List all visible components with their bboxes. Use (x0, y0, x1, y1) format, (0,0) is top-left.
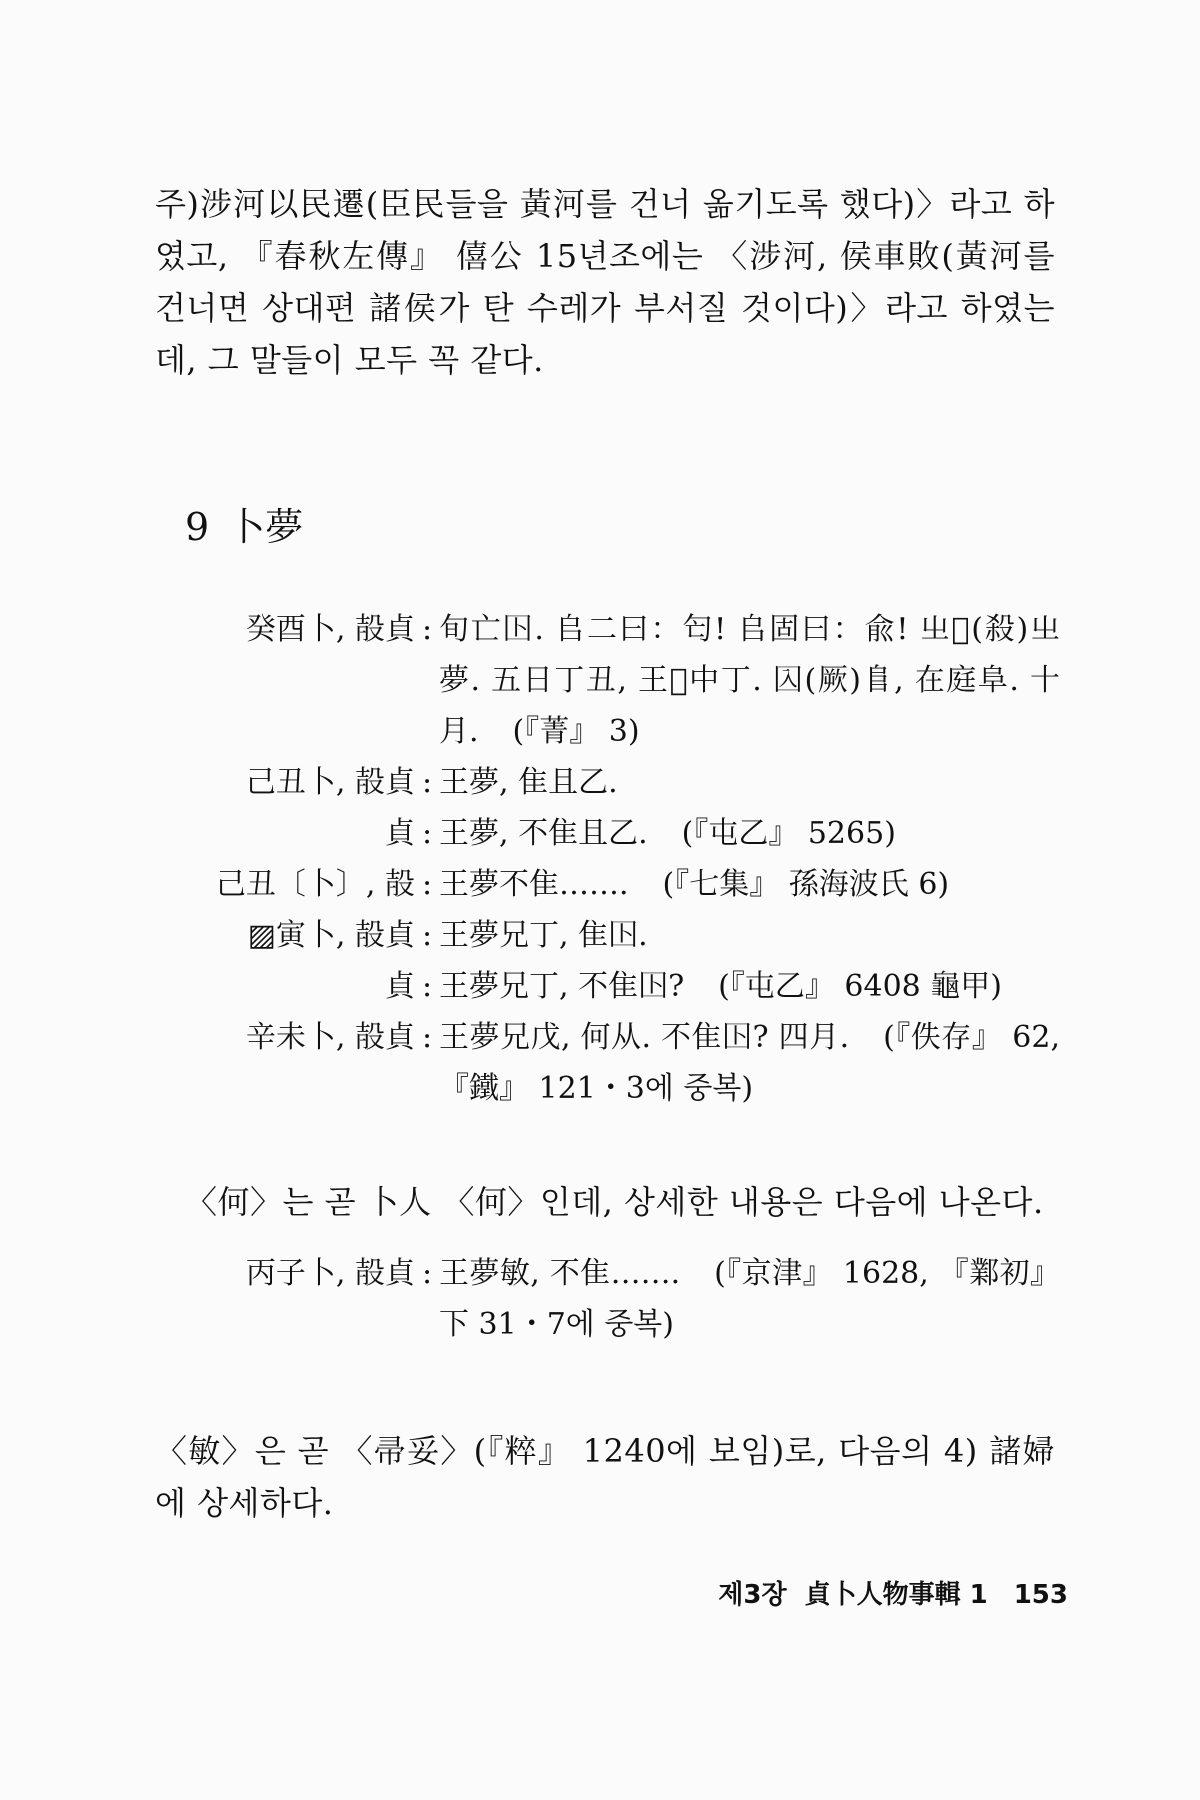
citation: (『京津』 1628, 『鄴初』 下 31・7에 중복) (439, 1256, 1060, 1342)
inscription-text: 王夢兄丁, 不隹𡆥? (『屯乙』 6408 龜甲) (439, 969, 1002, 1004)
citation: (『屯乙』 6408 龜甲) (718, 969, 1002, 1004)
section-title: 卜夢 (227, 505, 304, 549)
inscription-text: 王夢敏, 不隹……. (『京津』 1628, 『鄴初』 下 31・7에 중복) (439, 1256, 1060, 1342)
note-paragraph-min: 〈敏〉은 곧 〈帚妥〉(『粹』 1240에 보임)로, 다음의 4) 諸婦에 상세하다. (155, 1432, 1055, 1522)
inscription-entry (215, 808, 1060, 859)
inscription-text: 王夢, 隹且乙. (439, 757, 1060, 808)
colon-separator: : (421, 1256, 433, 1291)
citation: (『菁』 3) (512, 714, 640, 749)
inscription-entry (215, 859, 1060, 910)
citation (618, 765, 652, 800)
inscription-entry (215, 604, 1060, 757)
section-heading (185, 502, 303, 552)
citation (648, 918, 682, 953)
colon-separator: : (421, 867, 433, 902)
note-paragraph-he: 〈何〉는 곧 卜人 〈何〉인데, 상세한 내용은 다음에 나온다. (185, 1183, 1044, 1221)
citation: (『屯乙』 5265) (681, 816, 896, 851)
inscription-label: 辛未卜, 㱿貞 (245, 1020, 415, 1055)
citation: (『七集』 孫海波氏 6) (662, 867, 950, 902)
inscription-list (215, 604, 1060, 1114)
inscription-entry (215, 757, 1060, 808)
inscription-entry (215, 1248, 1060, 1350)
section-number: 9 (185, 505, 210, 549)
inscription-text: 王夢, 不隹且乙. (『屯乙』 5265) (439, 816, 896, 851)
colon-separator: : (421, 816, 433, 851)
footer-title: 貞卜人物事輯 1 (804, 1580, 988, 1610)
footer-chapter: 제3장 (718, 1580, 787, 1610)
colon-separator: : (421, 612, 433, 647)
inscription-list-second (215, 1248, 1060, 1350)
page-footer (718, 1574, 1068, 1611)
citation: (『佚存』 62, 『鐵』 121・3에 중복) (439, 1020, 1060, 1106)
page-number: 153 (1013, 1580, 1068, 1610)
inscription-entry (215, 910, 1060, 961)
colon-separator: : (421, 918, 433, 953)
inscription-text: 王夢兄戊, 何从. 不隹𡆥? 四月. (『佚存』 62, 『鐵』 121・3에 중복) (439, 1020, 1060, 1106)
inscription-label: 貞 (385, 969, 415, 1004)
inscription-entry (215, 1012, 1060, 1114)
colon-separator: : (421, 1020, 433, 1055)
colon-separator: : (421, 765, 433, 800)
inscription-entry (215, 961, 1060, 1012)
inscription-label: 貞 (385, 816, 415, 851)
inscription-text: 王夢不隹……. (『七集』 孫海波氏 6) (439, 867, 950, 902)
inscription-label: 己丑〔卜〕, 㱿 (215, 867, 415, 902)
inscription-label: ▨寅卜, 㱿貞 (247, 918, 415, 953)
intro-paragraph: 주)涉河以民遷(臣民들을 黃河를 건너 옮기도록 했다)〉라고 하였고, 『春秋左傳』 僖公 15년조에는 〈涉河, 侯車敗(黃河를 건너면 상대편 諸侯가 탄 수레가 부서질 것이다)〉라고 하였는데, 그 말들이 모두 꼭 같다. (155, 185, 1055, 379)
inscription-text: 旬亡𡆥. 𠂤二曰：匄! 𠂤固曰：兪! 㞢𡧊(殺)㞢夢. 五日丁丑, 王𡧊中丁. 𡆣(厥)𨸏, 在庭阜. 十月. (『菁』 3) (439, 612, 1060, 749)
inscription-label: 己丑卜, 㱿貞 (245, 765, 415, 800)
colon-separator: : (421, 969, 433, 1004)
inscription-label: 癸酉卜, 㱿貞 (245, 612, 415, 647)
inscription-label: 丙子卜, 㱿貞 (245, 1256, 415, 1291)
inscription-text: 王夢兄丁, 隹𡆥. (439, 910, 1060, 961)
